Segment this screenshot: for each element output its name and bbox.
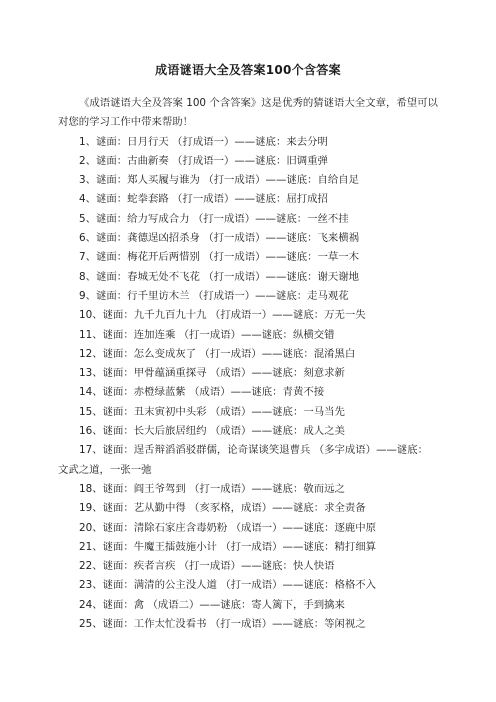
riddle-entry: 9、谜面：行千里访木兰 （打成语一）——谜底：走马观花 [79, 289, 349, 302]
riddle-entry: 22、谜面：疾者言疾 （打一成语）——谜底：快人快语 [79, 560, 335, 573]
riddle-entry: 14、谜面：赤橙绿蓝紫 （成语）——谜底：青黄不接 [79, 386, 325, 399]
riddle-entry: 20、谜面：清除石家庄含毒奶粉 （成语一）——谜底：逐鹿中原 [79, 521, 377, 534]
riddle-entry: 7、谜面：梅花开后两惜别 （打一成语）——谜底：一草一木 [79, 251, 360, 264]
riddle-entry: 18、谜面：阎王爷驾到 （打一成语）——谜底：敬而远之 [79, 482, 345, 495]
riddle-entry: 10、谜面：九千九百九十九 （打成语一）——谜底：万无一失 [79, 309, 366, 322]
riddle-entry: 6、谜面：龚德逞凶招杀身 （打一成语）——谜底：飞来横祸 [79, 232, 360, 245]
riddle-entry: 8、谜面：春城无处不飞花 （打一成语）——谜底：谢天谢地 [79, 270, 360, 283]
riddle-entry: 13、谜面：甲骨蕴涵重探寻 （成语）——谜底：刻意求新 [79, 367, 345, 380]
riddle-entry: 16、谜面：长大后旅居纽约 （成语）——谜底：成人之美 [79, 425, 345, 438]
riddle-list [58, 133, 438, 635]
riddle-entry: 17、谜面：逞舌辩滔滔驳群儒，论奇谋谈笑退曹兵 （多字成语）——谜底：文武之道，一张一弛 [58, 444, 429, 476]
riddle-entry: 24、谜面：禽 （成语二）——谜底：寄人篱下，手到擒来 [79, 598, 345, 611]
riddle-entry: 4、谜面：蛇拳套路 （打一成语）——谜底：屈打成招 [79, 193, 328, 206]
intro-paragraph: 《成语谜语大全及答案 100 个含答案》这是优秀的猜谜语大全文章，希望可以对您的学习工作中带来帮助！ [58, 97, 438, 129]
riddle-entry: 3、谜面：郑人买履与谁为 （打一成语）——谜底：自给自足 [79, 174, 360, 187]
riddle-entry: 23、谜面：满清的公主没人道 （打一成语）——谜底：格格不入 [79, 579, 377, 592]
riddle-entry: 15、谜面：丑末寅初中头彩 （成语）——谜底：一马当先 [79, 405, 345, 418]
riddle-entry: 19、谜面：艺从勤中得 （亥豕格，成语）——谜底：求全责备 [79, 502, 366, 515]
riddle-entry: 25、谜面：工作太忙没看书 （打一成语）——谜底：等闲视之 [79, 618, 366, 631]
riddle-entry: 2、谜面：古曲新奏 （打成语一）——谜底：旧调重弹 [79, 154, 328, 167]
document-title: 成语谜语大全及答案100个含答案 [155, 63, 341, 77]
riddle-entry: 5、谜面：给力写成合力 （打一成语）——谜底：一丝不挂 [79, 212, 349, 225]
riddle-entry: 11、谜面：连加连乘 （打一成语）——谜底：纵横交错 [79, 328, 335, 341]
riddle-entry: 12、谜面：怎么变成灰了 （打一成语）——谜底：混淆黑白 [79, 347, 356, 360]
riddle-entry: 1、谜面：日月行天 （打成语一）——谜底：来去分明 [79, 135, 328, 148]
riddle-entry: 21、谜面：牛魔王擂鼓施小计 （打一成语）——谜底：精打细算 [79, 540, 377, 553]
